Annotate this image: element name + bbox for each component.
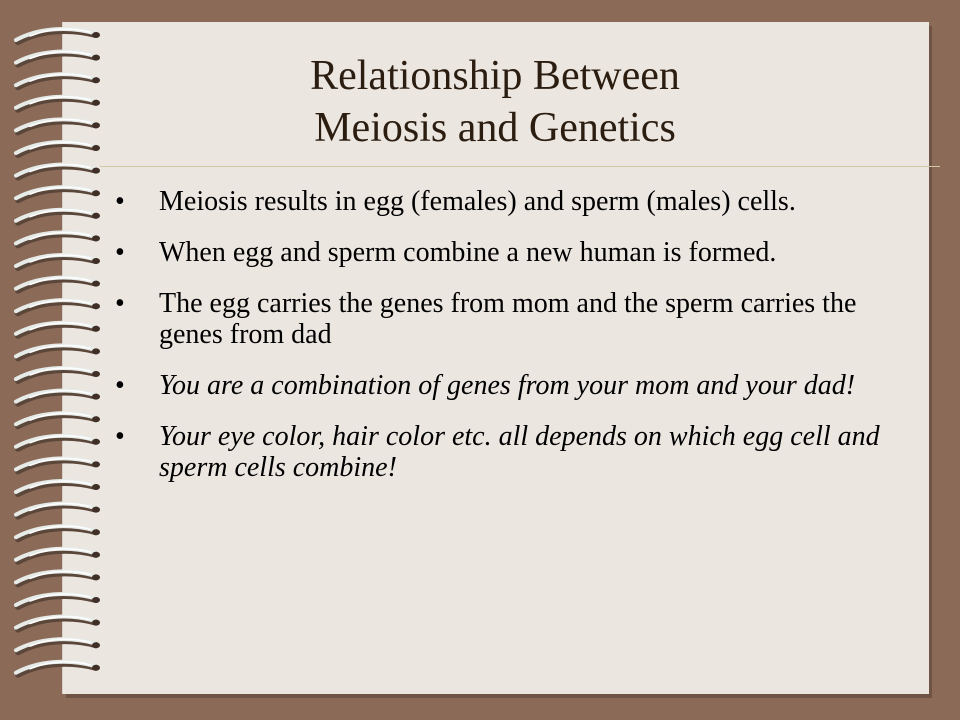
spiral-coil xyxy=(16,413,100,426)
slide-title xyxy=(62,50,928,154)
bullet-item xyxy=(115,288,905,350)
spiral-coil xyxy=(16,187,100,200)
bullet-text: When egg and sperm combine a new human is formed. xyxy=(159,237,777,268)
spiral-coil xyxy=(16,504,100,517)
spiral-coil xyxy=(16,436,100,449)
spiral-coil xyxy=(16,662,100,675)
spiral-coil xyxy=(16,594,100,607)
spiral-coil xyxy=(16,571,100,584)
spiral-coil xyxy=(16,300,100,313)
spiral-coil xyxy=(16,232,100,245)
spiral-coil xyxy=(16,458,100,471)
spiral-coil xyxy=(16,323,100,336)
spiral-coil xyxy=(16,391,100,404)
bullet-dot: • xyxy=(115,370,125,401)
spiral-coil xyxy=(16,549,100,562)
bullet-text: You are a combination of genes from your mom and your dad! xyxy=(159,370,856,401)
title-line-2: Meiosis and Genetics xyxy=(314,105,676,151)
bullet-item xyxy=(115,237,905,268)
spiral-coil xyxy=(16,29,100,42)
bullet-item xyxy=(115,370,905,401)
spiral-coil xyxy=(16,368,100,381)
title-divider xyxy=(100,166,940,167)
bullet-text: Meiosis results in egg (females) and sperm (males) cells. xyxy=(159,186,796,217)
spiral-coil xyxy=(16,255,100,268)
spiral-coil xyxy=(16,481,100,494)
spiral-coil xyxy=(16,345,100,358)
bullet-dot: • xyxy=(115,186,125,217)
spiral-coil xyxy=(16,639,100,652)
bullet-dot: • xyxy=(115,421,125,452)
spiral-coil xyxy=(16,526,100,539)
spiral-coil xyxy=(16,617,100,630)
title-line-1: Relationship Between xyxy=(310,53,680,99)
bullet-dot: • xyxy=(115,237,125,268)
spiral-coil xyxy=(16,278,100,291)
bullet-item xyxy=(115,186,905,217)
spiral-coil xyxy=(16,165,100,178)
bullet-item xyxy=(115,421,905,483)
bullet-text: Your eye color, hair color etc. all depends on which egg cell and sperm cells combine! xyxy=(159,421,880,483)
spiral-coil xyxy=(16,210,100,223)
bullet-text: The egg carries the genes from mom and the sperm carries the genes from dad xyxy=(159,288,857,350)
bullet-dot: • xyxy=(115,288,125,319)
bullet-list xyxy=(115,186,905,503)
